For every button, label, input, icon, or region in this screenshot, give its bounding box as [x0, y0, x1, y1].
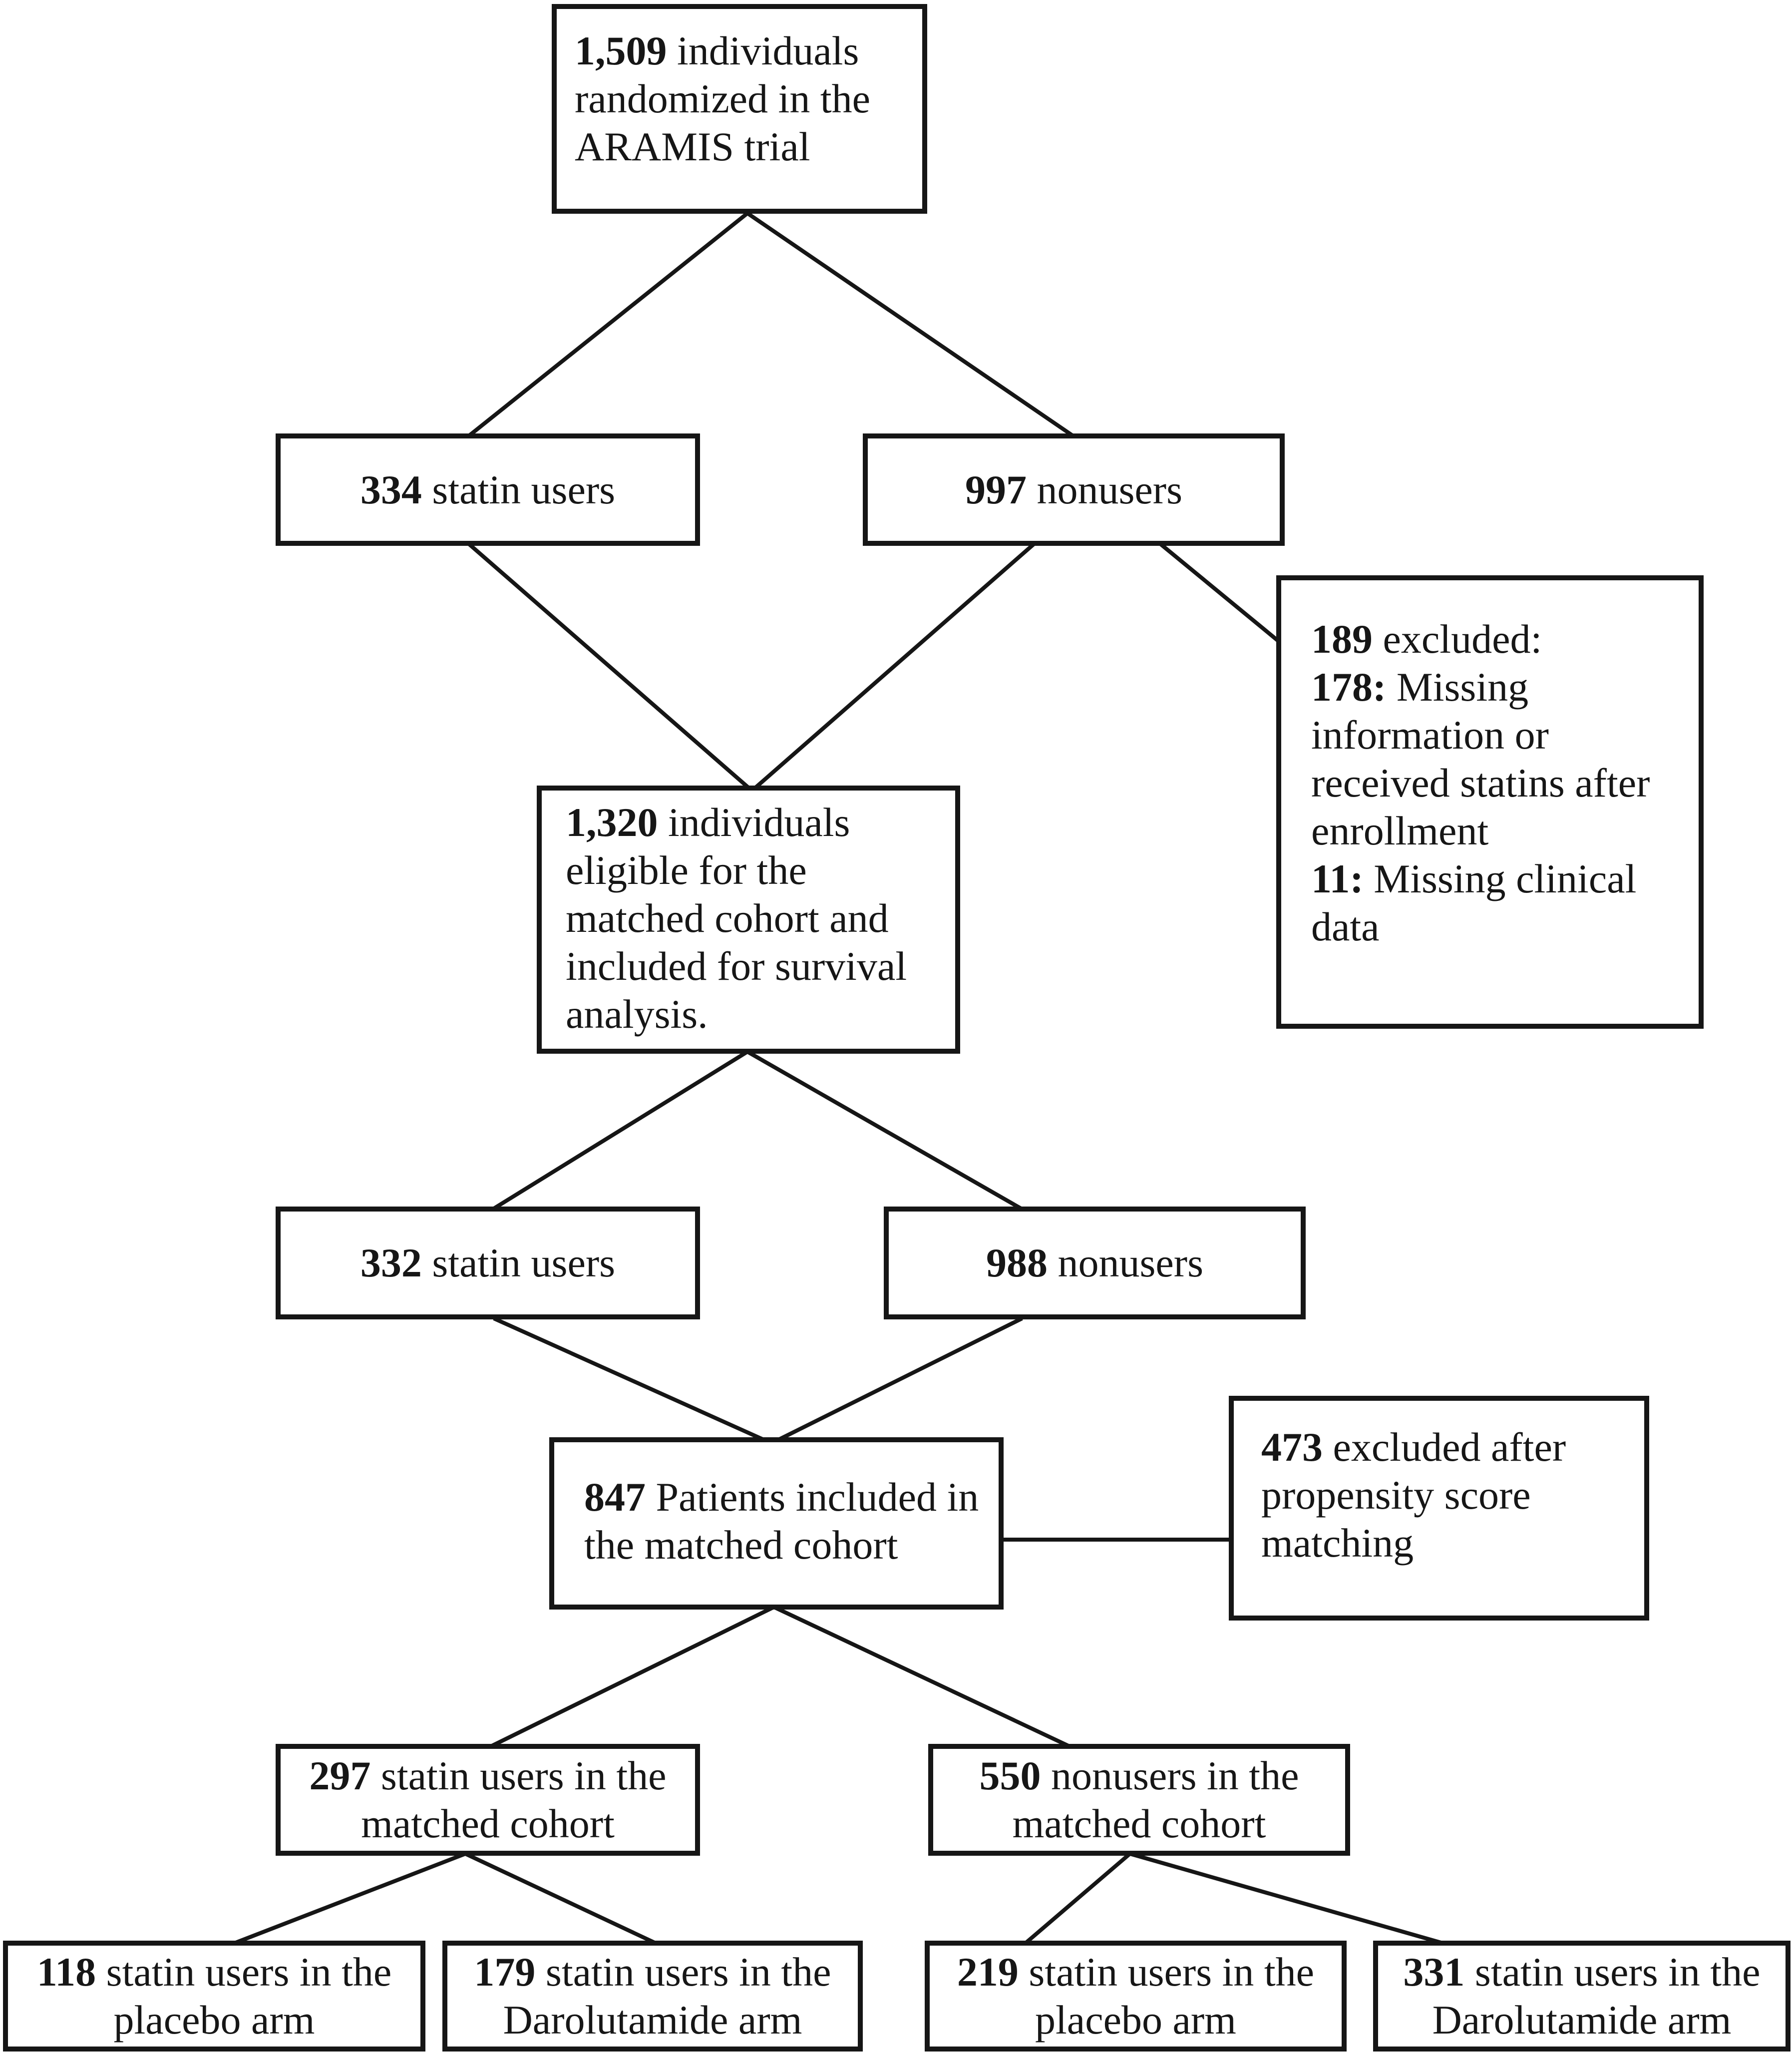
box-nonusers-997	[863, 433, 1285, 546]
box-randomized-1509	[552, 4, 927, 214]
connector-randomized-to-statin334	[469, 213, 747, 435]
box-excluded-189-text: 189 excluded: 178: Missing information or received statins after enrollment 11: Missing clinical data	[1311, 616, 1650, 949]
box-statin-matched-297	[276, 1744, 700, 1856]
connector-matched847-to-statin297	[492, 1607, 774, 1746]
connector-statin332-to-matched847	[494, 1318, 765, 1440]
connector-eligible1320-to-statin332	[494, 1052, 747, 1209]
box-placebo-arm-219-text: 219 statin users in the placebo arm	[957, 1949, 1315, 2043]
box-randomized-1509-text: 1,509 individuals randomized in the ARAMIS trial	[575, 28, 871, 169]
box-matched-cohort-847-text: 847 Patients included in the matched cohort	[584, 1474, 979, 1568]
box-placebo-arm-118-text: 118 statin users in the placebo arm	[36, 1949, 392, 2043]
box-nonusers-matched-550	[928, 1744, 1350, 1856]
box-placebo-arm-118	[3, 1941, 425, 2052]
box-darolutamide-arm-179-text: 179 statin users in the Darolutamide arm	[474, 1949, 831, 2043]
connector-matched847-to-nonusers550	[774, 1607, 1069, 1746]
box-excluded-189	[1276, 575, 1704, 1029]
connector-eligible1320-to-nonusers988	[747, 1052, 1021, 1209]
box-statin-matched-297-text: 297 statin users in the matched cohort	[309, 1753, 667, 1846]
box-nonusers-988	[884, 1207, 1306, 1319]
box-statin-users-334	[276, 433, 700, 546]
connector-nonusers550-to-placebo219	[1026, 1854, 1130, 1943]
box-placebo-arm-219	[925, 1941, 1347, 2052]
box-nonusers-988-text: 988 nonusers	[986, 1240, 1204, 1285]
box-statin-users-334-text: 334 statin users	[360, 466, 616, 512]
box-eligible-1320-text: 1,320 individuals eligible for the matched cohort and included for survival analysis.	[566, 800, 907, 1037]
box-matched-cohort-847	[549, 1437, 1004, 1610]
connector-nonusers997-to-eligible1320	[755, 544, 1034, 788]
box-darolutamide-arm-179	[442, 1941, 863, 2052]
connector-statin297-to-placebo118	[236, 1854, 465, 1943]
connector-statin297-to-darolutamide179	[465, 1854, 655, 1943]
box-eligible-1320	[537, 786, 960, 1054]
box-excluded-473-text: 473 excluded after propensity score matching	[1261, 1424, 1566, 1566]
box-nonusers-matched-550-text: 550 nonusers in the matched cohort	[979, 1753, 1299, 1846]
connector-randomized-to-nonusers997	[747, 213, 1073, 435]
connector-statin334-to-eligible1320	[469, 544, 749, 788]
box-statin-users-332-text: 332 statin users	[360, 1240, 616, 1285]
box-nonusers-997-text: 997 nonusers	[965, 466, 1183, 512]
connector-nonusers997-to-excluded189	[1161, 544, 1279, 642]
box-excluded-473	[1229, 1396, 1649, 1621]
box-statin-users-332	[276, 1207, 700, 1319]
connector-nonusers988-to-matched847	[777, 1318, 1022, 1440]
connector-nonusers550-to-darolutamide331	[1130, 1854, 1441, 1943]
box-darolutamide-arm-331-text: 331 statin users in the Darolutamide arm	[1403, 1949, 1761, 2043]
box-darolutamide-arm-331	[1373, 1941, 1791, 2052]
